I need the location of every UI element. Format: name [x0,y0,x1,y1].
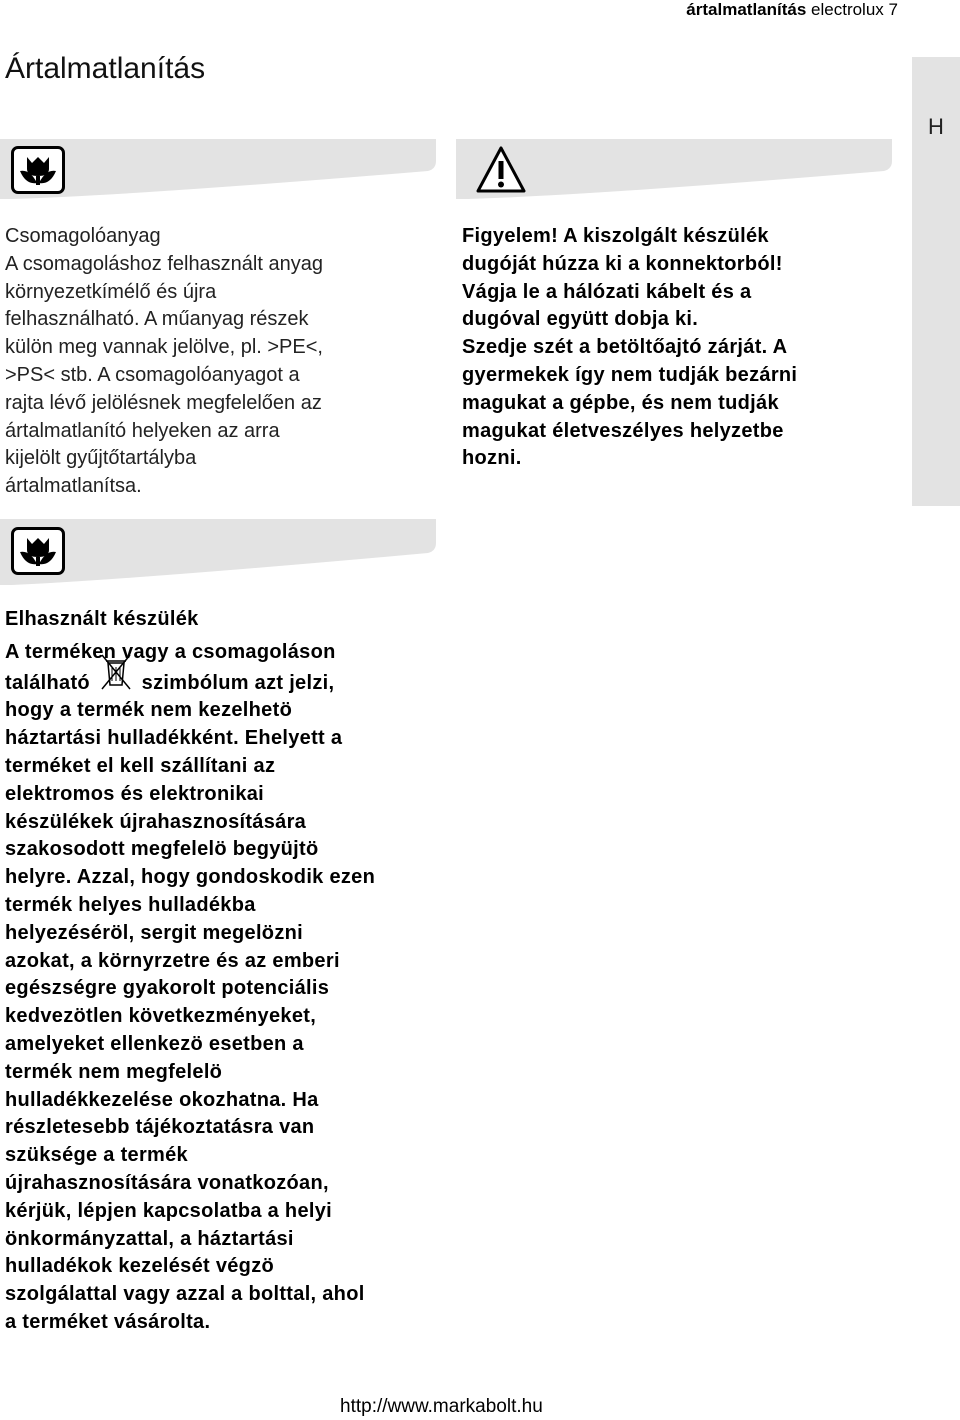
footer-url[interactable]: http://www.markabolt.hu [340,1396,543,1417]
header-brand: electrolux [811,0,884,19]
packaging-body: A csomagoláshoz felhasznált anyag környezetkímélő és újra felhasználható. A műanyag részek külön meg vannak jelölve, pl. >PE<, >PS< stb. A csomagolóanyagot a rajta lévő jelölésnek megfelelően az ártalmatlanító helyeken az arra kijelölt gyűjtőtartályba ártalmatlanítsa. [5,252,323,498]
packaging-heading: Csomagolóanyag [5,225,161,247]
used-appliance-heading: Elhasznált készülék [5,608,199,630]
used-appliance-banner [0,519,436,585]
packaging-banner [0,139,436,199]
used-appliance-section [5,606,445,1337]
header-section: ártalmatlanítás [686,0,807,19]
used-appliance-body: hogy a termék nem kezelhetö háztartási hulladékként. Ehelyett a terméket el kell szállítani az elektromos és elektronikai készülékek újrahasznosítására szakosodott megfelelö begyüjtö helyre. Azzal, hogy gondoskodik ezen termék helyes hulladékba helyezéséröl, sergit megelözni azokat, a környrzetre és az emberi egészségre gyakorolt potenciális kedvezötlen következményeket, amelyeket ellenkezö esetben a termék nem megfelelö hulladékkezelése okozhatna. Ha részletesebb tájékoztatásra van szüksége a termék újrahasznosítására vonatkozóan, kérjük, lépjen kapcsolatba a helyi önkormányzattal, a háztartási hulladékok kezelését végzö szolgálattal vagy azzal a bolttal, ahol a terméket vásárolta. [5,699,376,1333]
line2-after: szimbólum azt jelzi, [141,671,335,694]
packaging-section [5,223,425,501]
page-header [686,0,898,20]
used-appliance-line1: A terméken vagy a csomagoláson [5,640,336,663]
used-appliance-line2 [5,667,445,698]
eco-flower-icon [11,146,65,194]
warning-body: Figyelem! A kiszolgált készülék dugóját húzza ki a konnektorból! Vágja le a hálózati kábelt és a dugóval együtt dobja ki. Szedje szét a betöltőajtó zárját. A gyermekek így nem tudják bezárni magukat a gépbe, és nem tudják magukat életveszélyes helyzetbe hozni. [462,225,798,470]
crossed-bin-icon [96,667,136,689]
header-page-number: 7 [888,0,898,19]
warning-triangle-icon [475,145,527,195]
language-tab-letter: H [928,114,944,139]
line2-before: található [5,671,90,694]
page-title: Ártalmatlanítás [5,52,206,85]
eco-flower-icon [11,527,65,575]
